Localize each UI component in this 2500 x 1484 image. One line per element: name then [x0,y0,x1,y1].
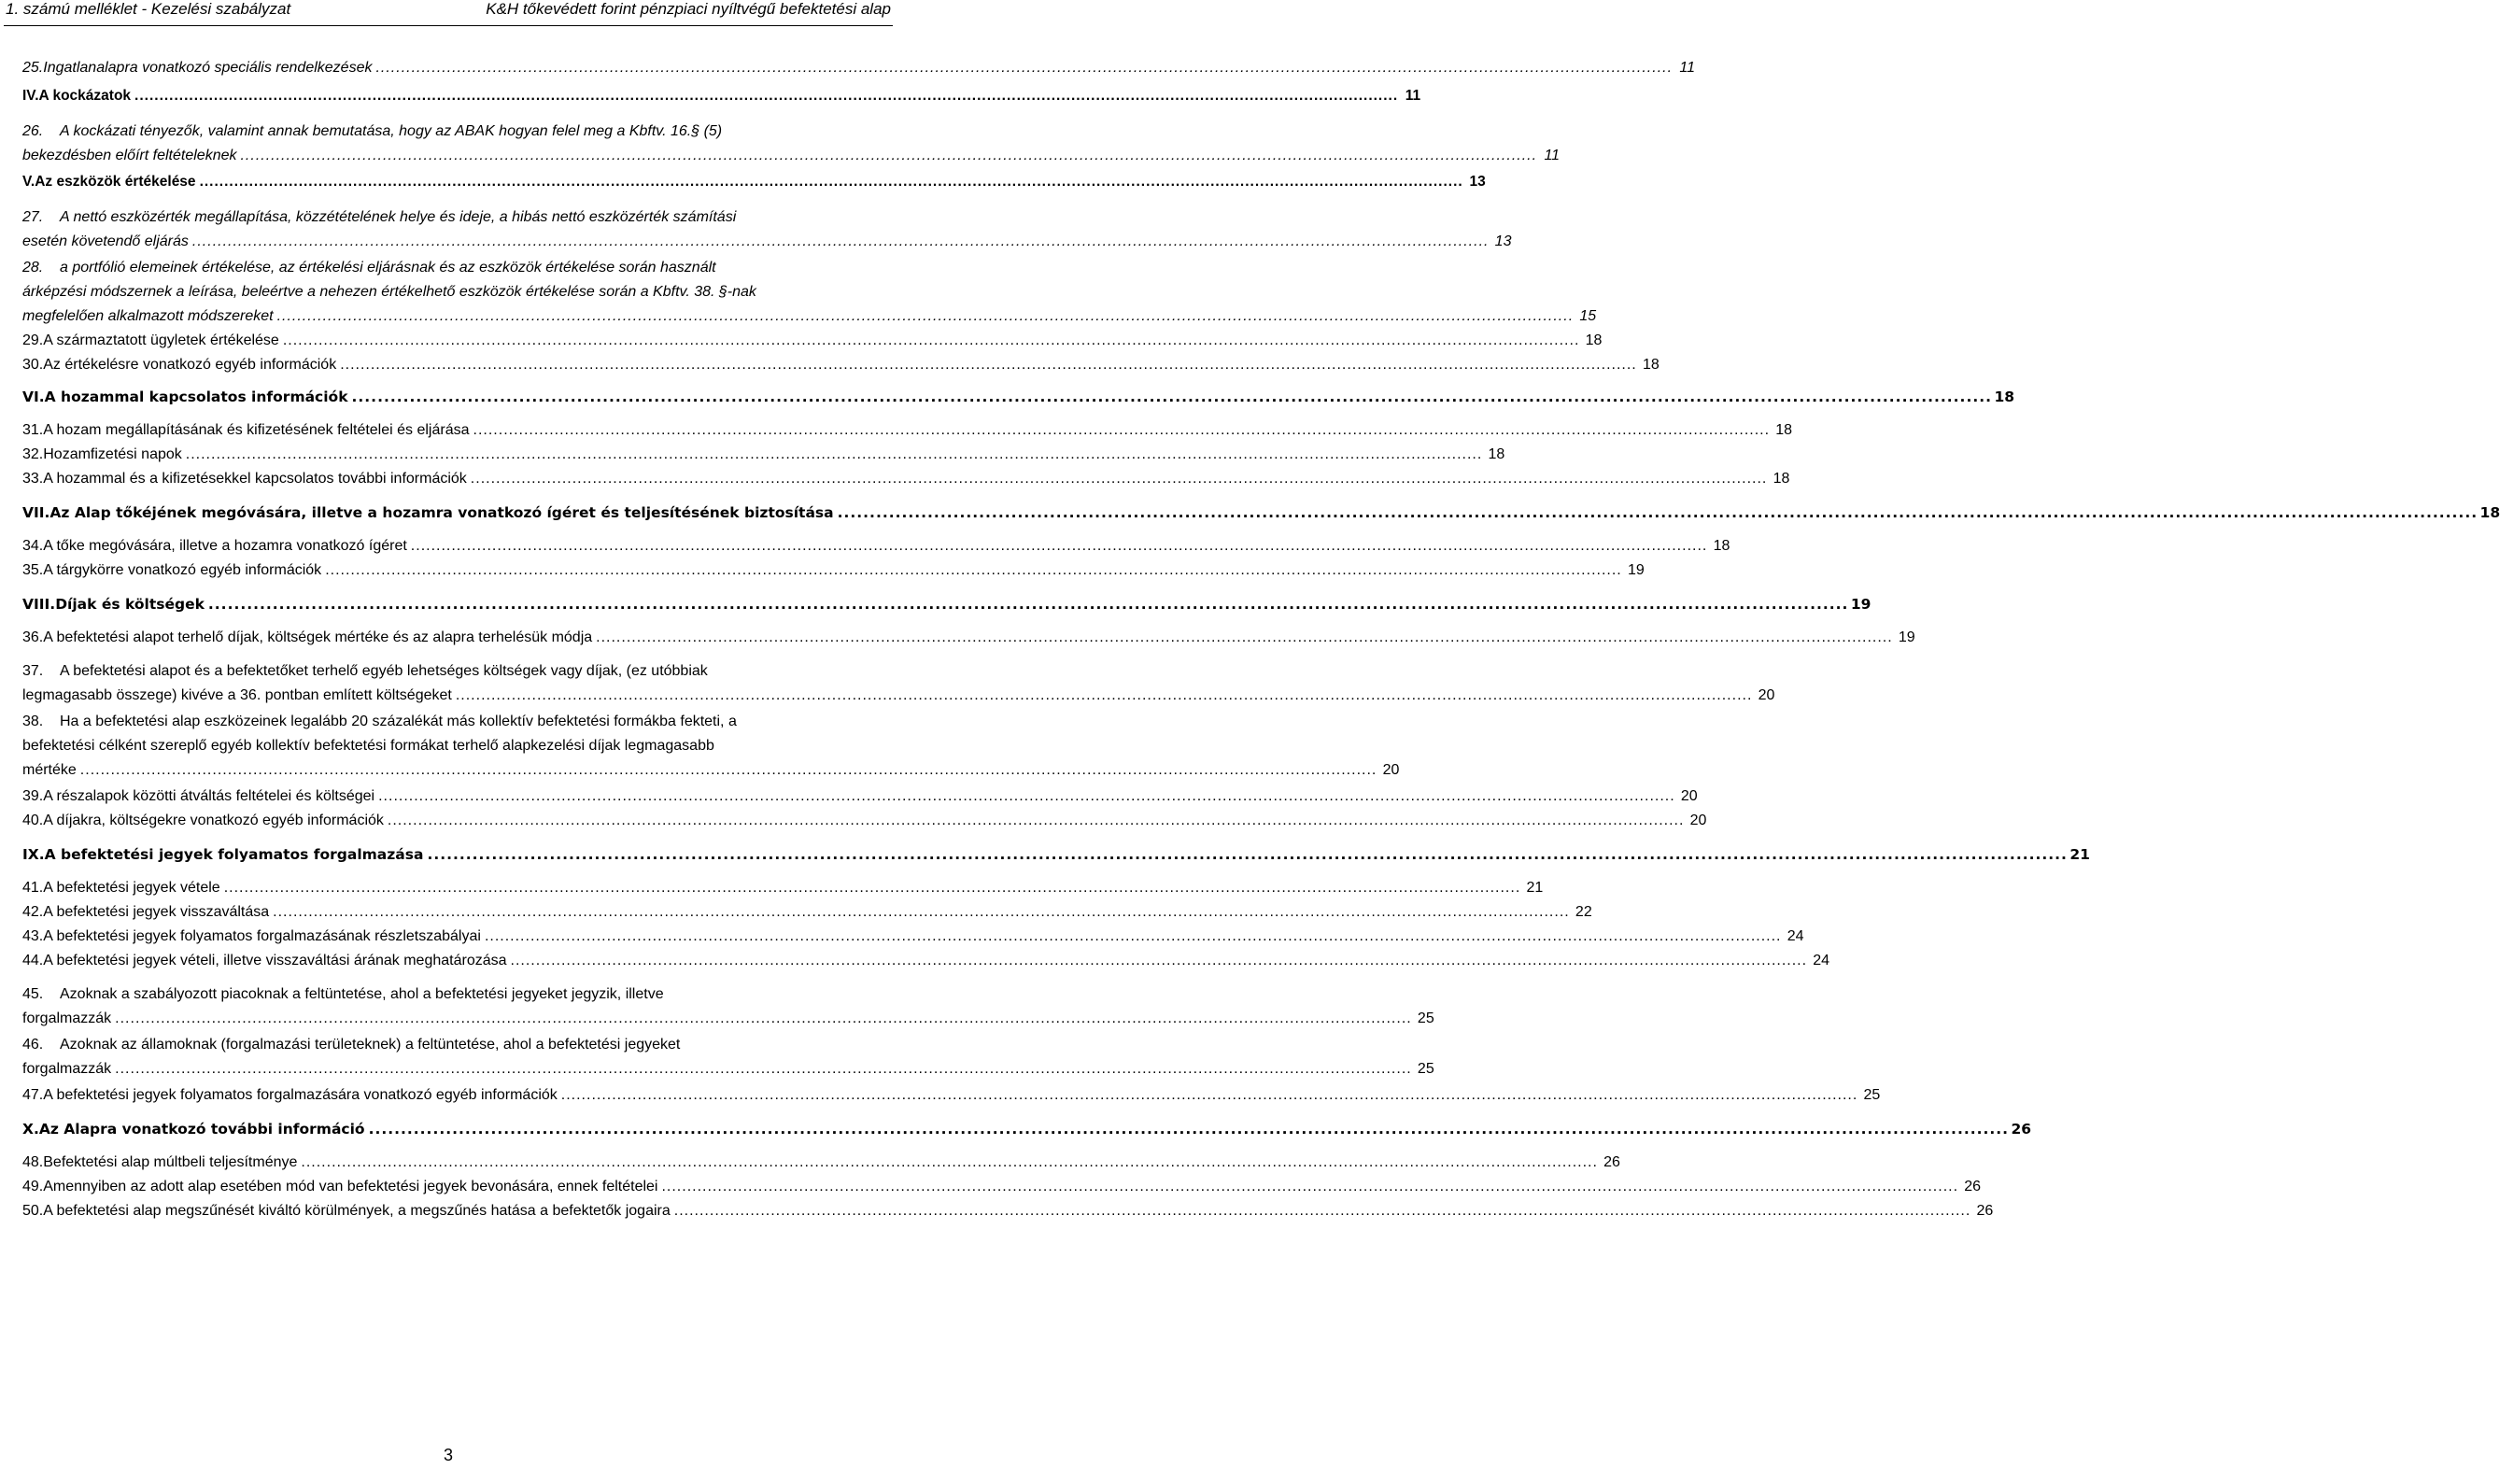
toc-entry-number: 29. [22,332,44,348]
toc-entry-line [22,982,882,1007]
toc-entry-line [22,467,1790,491]
header-right-title: K&H tőkevédett forint pénzpiaci nyíltvégű befektetési alap [486,0,891,18]
toc-entry-number: 36. [22,629,44,645]
toc-chapter-entry[interactable] [22,501,2500,525]
toc-entry-line [22,558,1645,583]
toc-page-number: 19 [1898,629,1915,645]
toc-entry[interactable] [22,205,1512,254]
toc-page-number: 20 [1689,813,1707,828]
toc-entry-line [22,1057,1434,1081]
toc-entry-text: bekezdésben előírt feltételeknek [22,144,238,168]
toc-entry[interactable] [22,418,1793,443]
toc-entry[interactable] [22,256,1597,329]
toc-leader-dots: ............................................................................................................................................................................................................................................................... [223,880,1521,896]
toc-entry-text: A részalapok közötti átváltás feltételei és költségei [43,784,376,809]
toc-entry[interactable] [22,120,1561,168]
toc-entry-line [22,304,1597,329]
toc-chapter-entry[interactable] [22,1117,2032,1141]
toc-entry-line [22,1083,1881,1108]
toc-page-number: 20 [1382,762,1400,778]
toc-entry-text: Az Alapra vonatkozó további információ [39,1117,367,1141]
toc-entry-text: A befektetési alapot és a befektetőket terhelő egyéb lehetséges költségek vagy díjak, (ez utóbbiak [60,663,708,679]
toc-entry-number: 46. [22,1037,44,1053]
toc-entry-text: A hozammal és a kifizetésekkel kapcsolatos további információk [43,467,469,491]
toc-page-number: 25 [1417,1011,1434,1026]
toc-entry-line [22,734,882,758]
toc-entry-line [22,842,2090,867]
toc-entry-text: Azoknak az államoknak (forgalmazási területeknek) a feltüntetése, ahol a befektetési jegyeket [60,1037,681,1053]
toc-entry-number: 41. [22,880,44,896]
toc-entry[interactable] [22,1175,1982,1199]
toc-entry-text: A befektetési jegyek folyamatos forgalmazása [45,842,426,867]
toc-entry-line [22,710,882,734]
toc-entry-number: V. [22,174,35,190]
toc-page-number: 24 [1787,928,1804,944]
toc-entry[interactable] [22,558,1645,583]
toc-entry-number: IX. [22,846,45,863]
toc-entry-line [22,809,1707,833]
toc-entry[interactable] [22,982,1434,1031]
toc-page-number: 26 [1964,1179,1982,1194]
toc-entry-text: A befektetési alapot terhelő díjak, költségek mértéke és az alapra terhelésük módja [43,626,594,650]
toc-entry[interactable] [22,56,1696,80]
toc-entry-text: A tárgykörre vonatkozó egyéb információk [43,558,323,583]
toc-entry-text: A hozam megállapításának és kifizetésének feltételei és eljárása [43,418,471,443]
toc-entry[interactable] [22,876,1544,900]
toc-leader-dots: ............................................................................................................................................................................................................................................................... [325,562,1622,578]
toc-entry[interactable] [22,1033,1434,1081]
toc-leader-dots: ............................................................................................................................................................................................................................................................... [470,471,1768,487]
toc-leader-dots: ............................................................................................................................................................................................................................................................... [185,446,1483,462]
toc-entry-line [22,1007,1434,1031]
toc-leader-dots: ............................................................................................................................................................................................................................................................... [510,953,1808,968]
toc-entry-text: Befektetési alap múltbeli teljesítménye [43,1151,299,1175]
toc-entry-number: 42. [22,904,44,920]
toc-entry-line [22,120,882,144]
toc-page-number: 18 [1775,422,1793,438]
toc-entry-number: 43. [22,928,44,944]
toc-page-number: 25 [1863,1087,1881,1103]
toc-page-number: 18 [1713,538,1730,554]
toc-page-number: 13 [1469,174,1486,190]
toc-entry-line [22,949,1830,973]
toc-entry-text: forgalmazzák [22,1057,113,1081]
toc-entry-text: A befektetési alap megszűnését kiváltó körülmények, a megszűnés hatása a befektetők jogaira [43,1199,672,1223]
toc-entry-line [22,659,882,684]
toc-entry-line [22,443,1505,467]
toc-page-number: 20 [1680,788,1698,804]
toc-entry-text: A díjakra, költségekre vonatkozó egyéb információk [43,809,386,833]
toc-entry-line [22,280,882,304]
toc-entry-number: 30. [22,357,44,373]
toc-entry-line [22,900,1592,925]
toc-leader-dots: ............................................................................................................................................................................................................................................................... [282,332,1580,348]
header-left-title: 1. számú melléklet - Kezelési szabályzat [6,0,291,18]
toc-page-number: 21 [1526,880,1544,896]
toc-page-number: 19 [1850,596,1871,613]
toc-page-number: 25 [1417,1061,1434,1077]
toc-entry-line [22,385,2015,409]
toc-entry-text: A befektetési jegyek vétele [43,876,221,900]
toc-entry[interactable] [22,329,1603,353]
toc-leader-dots: ............................................................................................................................................................................................................................................................... [273,904,1570,920]
toc-leader-dots: ............................................................................................................................................................................................................................................................... [368,1121,2010,1138]
toc-entry[interactable] [22,534,1730,558]
toc-page-number: 18 [1488,446,1505,462]
toc-entry-text: A kockázatok [39,84,134,108]
toc-entry-line [22,170,1486,194]
toc-entry-number: IV. [22,88,39,104]
toc-page-number: 18 [1994,389,2015,405]
toc-entry-number: 25. [22,60,44,76]
toc-page-number: 24 [1813,953,1830,968]
toc-entry-line [22,684,1775,708]
toc-entry-line [22,418,1793,443]
toc-entry-line [22,925,1804,949]
toc-entry-number: 34. [22,538,44,554]
toc-leader-dots: ............................................................................................................................................................................................................................................................... [473,422,1771,438]
toc-leader-dots: ............................................................................................................................................................................................................................................................... [427,846,2068,863]
toc-entry-line [22,1117,2032,1141]
toc-entry[interactable] [22,1151,1620,1175]
toc-entry-number: 26. [22,123,44,139]
toc-leader-dots: ............................................................................................................................................................................................................................................................... [673,1203,1971,1219]
toc-entry-text: Az értékelésre vonatkozó egyéb információk [43,353,338,377]
toc-entry-text: Ingatlanalapra vonatkozó speciális rendelkezések [43,56,374,80]
toc-page-number: 11 [1405,88,1421,104]
header-rule [4,25,893,26]
toc-chapter-entry[interactable] [22,842,2090,867]
toc-entry-text: árképzési módszernek a leírása, beleértve a nehezen értékelhető eszközök értékelése során a Kbftv. 38. §-nak [22,284,756,300]
toc-chapter-entry[interactable] [22,592,1871,616]
toc-entry-text: legmagasabb összege) kivéve a 36. pontban említett költségeket [22,684,454,708]
toc-entry[interactable] [22,900,1592,925]
toc-entry-line [22,626,1915,650]
toc-leader-dots: ............................................................................................................................................................................................................................................................... [410,538,1708,554]
toc-leader-dots: ............................................................................................................................................................................................................................................................... [240,148,1538,163]
toc-leader-dots: ............................................................................................................................................................................................................................................................... [560,1087,1858,1103]
toc-entry-number: 50. [22,1203,44,1219]
toc-leader-dots: ............................................................................................................................................................................................................................................................... [661,1179,1959,1194]
toc-entry-line [22,1199,1994,1223]
toc-entry-number: VI. [22,389,45,405]
toc-page-number: 11 [1679,60,1696,76]
toc-entry-line [22,353,1660,377]
toc-entry-line [22,501,2500,525]
toc-entry[interactable] [22,443,1505,467]
toc-entry-number: 35. [22,562,44,578]
toc-entry-text: A hozammal kapcsolatos információk [45,385,350,409]
toc-page-number: 18 [2479,504,2500,521]
toc-entry-line [22,876,1544,900]
toc-leader-dots: ............................................................................................................................................................................................................................................................... [387,813,1685,828]
toc-entry-line [22,230,1512,254]
toc-entry-text: Ha a befektetési alap eszközeinek legalább 20 százalékát más kollektív befektetési formákba fekteti, a [60,714,737,729]
toc-entry-line [22,1151,1620,1175]
toc-entry-line [22,592,1871,616]
toc-chapter-entry[interactable] [22,170,1486,194]
toc-page-number: 22 [1575,904,1592,920]
toc-leader-dots: ............................................................................................................................................................................................................................................................... [837,504,2479,521]
toc-entry[interactable] [22,710,1400,783]
toc-leader-dots: ............................................................................................................................................................................................................................................................... [207,596,1849,613]
toc-entry[interactable] [22,1083,1881,1108]
toc-page-number: 18 [1773,471,1790,487]
toc-entry-text: esetén követendő eljárás [22,230,191,254]
toc-entry-text: befektetési célként szereplő egyéb kollektív befektetési formákat terhelő alapkezelési díjak legmagasabb [22,738,714,754]
toc-entry-number: VII. [22,504,50,521]
toc-leader-dots: ............................................................................................................................................................................................................................................................... [115,1061,1412,1077]
toc-entry-text: A kockázati tényezők, valamint annak bemutatása, hogy az ABAK hogyan felel meg a Kbftv. 16.§ (5) [60,123,723,139]
toc-leader-dots: ............................................................................................................................................................................................................................................................... [134,88,1399,104]
toc-entry-number: 32. [22,446,44,462]
toc-page-number: 19 [1627,562,1645,578]
toc-page-number: 13 [1494,233,1512,249]
toc-entry-line [22,758,1400,783]
toc-entry-text: forgalmazzák [22,1007,113,1031]
toc-leader-dots: ............................................................................................................................................................................................................................................................... [351,389,1993,405]
toc-chapter-entry[interactable] [22,84,1421,108]
toc-entry-line [22,84,1421,108]
toc-entry-line [22,205,882,230]
toc-entry[interactable] [22,626,1915,650]
toc-entry-text: A származtatott ügyletek értékelése [43,329,281,353]
toc-entry-number: 40. [22,813,44,828]
toc-entry[interactable] [22,353,1660,377]
toc-leader-dots: ............................................................................................................................................................................................................................................................... [115,1011,1412,1026]
toc-entry-number: 27. [22,209,44,225]
toc-entry-text: A befektetési jegyek folyamatos forgalmazásának részletszabályai [43,925,483,949]
toc-page-number: 18 [1642,357,1660,373]
toc-entry-number: 39. [22,788,44,804]
toc-leader-dots: ............................................................................................................................................................................................................................................................... [455,687,1753,703]
toc-entry-text: megfelelően alkalmazott módszereket [22,304,275,329]
toc-entry-text: A tőke megóvására, illetve a hozamra vonatkozó ígéret [43,534,409,558]
toc-entry-line [22,534,1730,558]
toc-entry-text: A befektetési jegyek folyamatos forgalmazására vonatkozó egyéb információk [43,1083,559,1108]
toc-entry-line [22,1175,1982,1199]
toc-leader-dots: ............................................................................................................................................................................................................................................................... [79,762,1377,778]
toc-entry-line [22,784,1698,809]
toc-entry-number: 31. [22,422,44,438]
toc-entry[interactable] [22,659,1775,708]
toc-entry-text: Az eszközök értékelése [35,170,197,194]
toc-entry[interactable] [22,809,1707,833]
toc-entry-text: Hozamfizetési napok [43,443,184,467]
toc-page-number: 26 [1976,1203,1994,1219]
page-header [0,0,897,22]
toc-page-number: 26 [2011,1121,2032,1138]
toc-page-number: 18 [1585,332,1603,348]
toc-leader-dots: ............................................................................................................................................................................................................................................................... [276,308,1575,324]
toc-entry-text: A befektetési jegyek vételi, illetve visszaváltási árának meghatározása [43,949,508,973]
toc-entry-number: 28. [22,260,44,276]
page-number: 3 [443,1446,453,1464]
toc-entry-line [22,1033,882,1057]
toc-entry[interactable] [22,1199,1994,1223]
toc-entry-text: Az Alap tőkéjének megóvására, illetve a hozamra vonatkozó ígéret és teljesítésének biztosítása [49,501,835,525]
toc-leader-dots: ............................................................................................................................................................................................................................................................... [484,928,1782,944]
toc-entry-number: X. [22,1121,39,1138]
toc-leader-dots: ............................................................................................................................................................................................................................................................... [301,1154,1598,1170]
toc-leader-dots: ............................................................................................................................................................................................................................................................... [340,357,1637,373]
toc-page-number: 11 [1544,148,1561,163]
toc-leader-dots: ............................................................................................................................................................................................................................................................... [191,233,1490,249]
toc-entry-text: mértéke [22,758,78,783]
toc-entry-number: 45. [22,986,44,1002]
toc-entry-line [22,144,1561,168]
toc-page-number: 26 [1603,1154,1620,1170]
toc-entry[interactable] [22,467,1790,491]
toc-entry-text: Azoknak a szabályozott piacoknak a feltüntetése, ahol a befektetési jegyeket jegyzik, illetve [60,986,664,1002]
toc-entry-text: A befektetési jegyek visszaváltása [43,900,271,925]
toc-entry[interactable] [22,784,1698,809]
toc-page-number: 21 [2069,846,2090,863]
toc-entry-number: 48. [22,1154,44,1170]
toc-leader-dots: ............................................................................................................................................................................................................................................................... [596,629,1893,645]
toc-leader-dots: ............................................................................................................................................................................................................................................................... [375,60,1674,76]
toc-entry-number: VIII. [22,596,56,613]
toc-leader-dots: ............................................................................................................................................................................................................................................................... [378,788,1675,804]
toc-entry-text: Amennyiben az adott alap esetében mód van befektetési jegyek bevonására, ennek feltételei [43,1175,659,1199]
toc-entry-text: A nettó eszközérték megállapítása, közzétételének helye és ideje, a hibás nettó eszközérték számítási [60,209,737,225]
toc-page-number: 15 [1579,308,1597,324]
toc-entry-text: Díjak és költségek [55,592,206,616]
toc-page-number: 20 [1758,687,1775,703]
toc-chapter-entry[interactable] [22,385,2015,409]
toc-entry-number: 33. [22,471,44,487]
toc-entry-line [22,56,1696,80]
toc-entry-line [22,256,882,280]
toc-entry-number: 37. [22,663,44,679]
toc-leader-dots: ............................................................................................................................................................................................................................................................... [199,174,1463,190]
toc-entry-line [22,329,1603,353]
toc-entry[interactable] [22,949,1830,973]
toc-entry-number: 38. [22,714,44,729]
toc-entry-number: 49. [22,1179,44,1194]
toc-entry[interactable] [22,925,1804,949]
toc-entry-text: a portfólió elemeinek értékelése, az értékelési eljárásnak és az eszközök értékelése során használt [60,260,716,276]
toc-entry-number: 47. [22,1087,44,1103]
toc-entry-number: 44. [22,953,44,968]
